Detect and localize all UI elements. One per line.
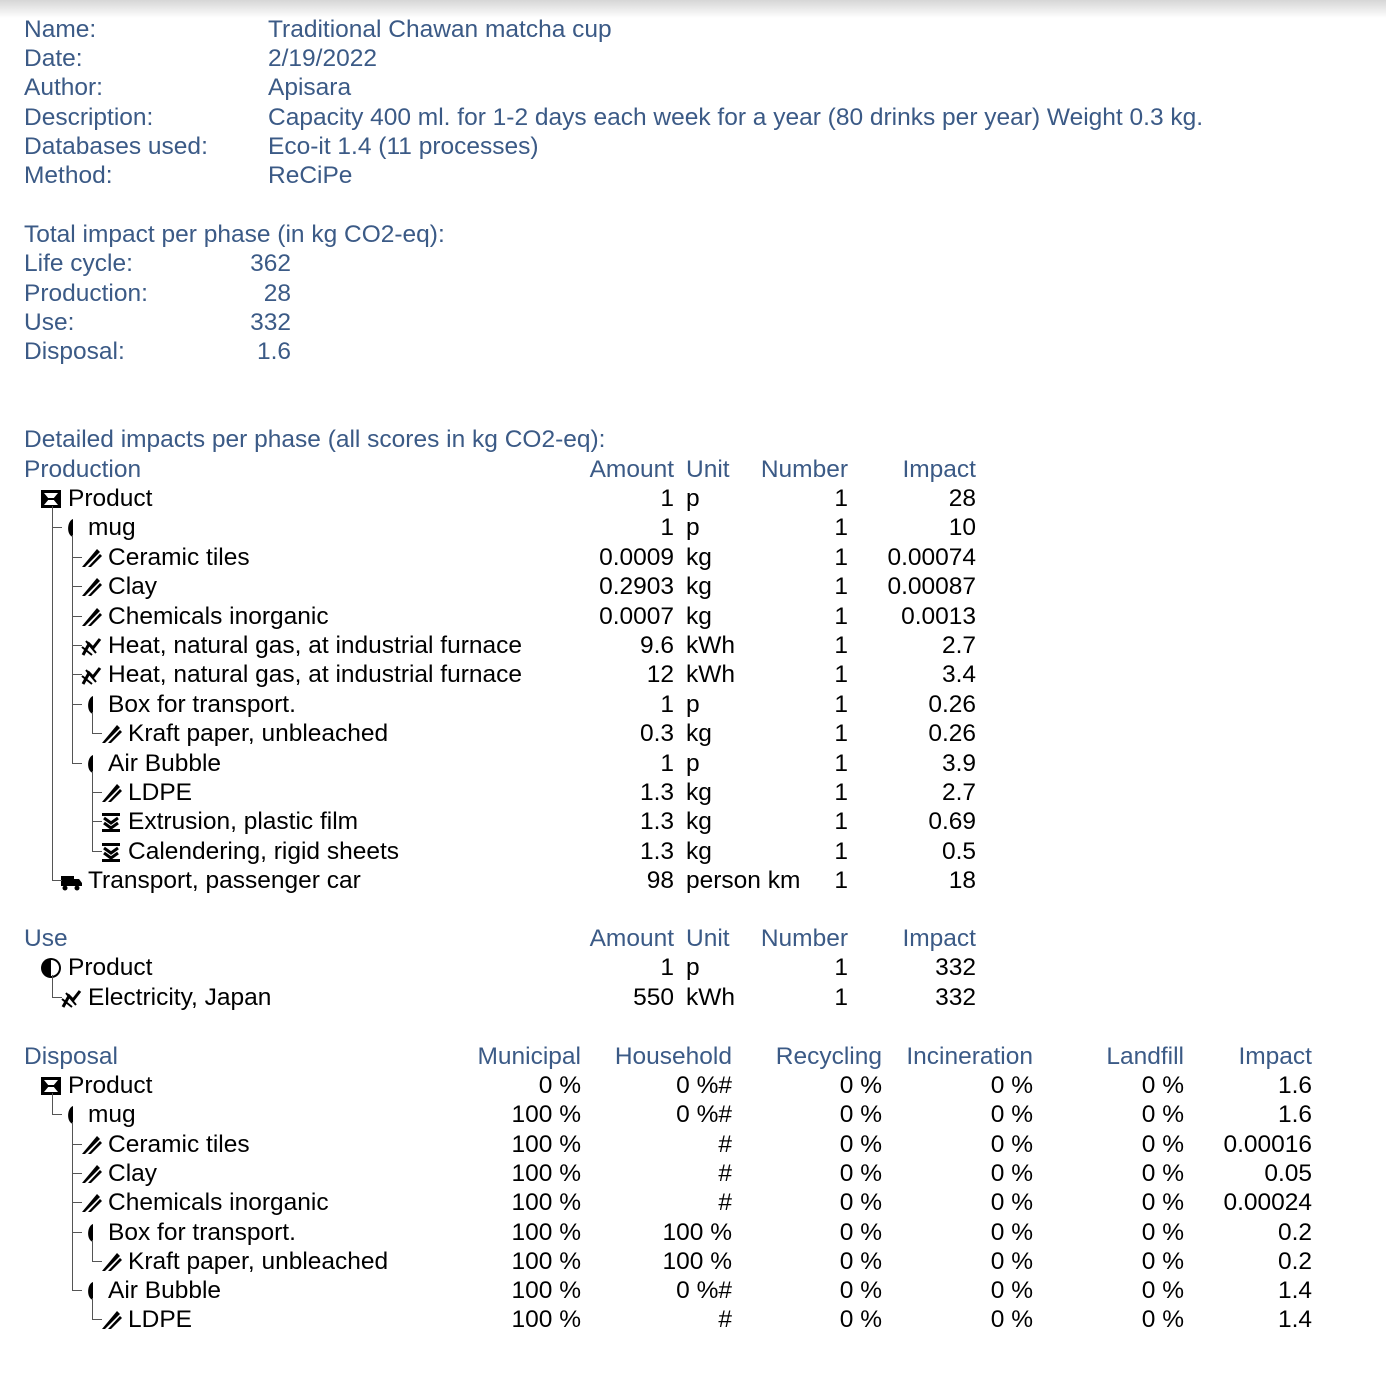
incineration: 0 % — [990, 1189, 1033, 1217]
impact: 3.4 — [941, 661, 976, 689]
recycling: 0 % — [839, 1277, 882, 1305]
process-name: Product — [68, 485, 153, 512]
unit: kg — [686, 808, 712, 836]
meta-value: Traditional Chawan matcha cup — [268, 16, 612, 43]
part-icon — [80, 753, 102, 775]
part-icon — [80, 1222, 102, 1244]
municipal: 100 % — [511, 1277, 581, 1305]
impact: 10 — [948, 514, 976, 542]
unit: p — [686, 690, 700, 718]
col-amount: Amount — [589, 925, 674, 952]
col-recycling: Recycling — [775, 1043, 882, 1070]
incineration: 0 % — [990, 1306, 1033, 1334]
tree-connector — [72, 1173, 82, 1174]
material-icon — [80, 1192, 102, 1214]
impact: 18 — [948, 867, 976, 895]
tree-connector — [92, 792, 102, 793]
process-name: Product — [68, 954, 153, 981]
impact: 1.6 — [1277, 1101, 1312, 1129]
number: 1 — [834, 690, 848, 718]
col-landfill: Landfill — [1106, 1043, 1184, 1070]
unit: p — [686, 954, 700, 981]
material-icon — [80, 1134, 102, 1156]
col-unit: Unit — [686, 456, 730, 483]
disposal-title: Disposal — [24, 1043, 118, 1070]
assembly-icon — [40, 488, 62, 510]
number: 1 — [834, 661, 848, 689]
impact: 0.26 — [928, 690, 976, 718]
material-icon — [80, 547, 102, 569]
process-name: Kraft paper, unbleached — [128, 1247, 389, 1275]
impact: 0.2 — [1277, 1218, 1312, 1246]
assembly-icon — [40, 1075, 62, 1097]
amount: 1.3 — [639, 808, 674, 836]
number: 1 — [834, 485, 848, 512]
tree-connector — [72, 557, 82, 558]
number: 1 — [834, 632, 848, 659]
process-icon — [100, 811, 122, 833]
tree-connector — [92, 821, 102, 822]
tree-connector — [52, 1114, 62, 1115]
amount: 0.3 — [639, 720, 674, 748]
material-icon — [100, 1251, 122, 1273]
tree-connector — [52, 975, 53, 998]
use-title: Use — [24, 925, 68, 952]
part-icon — [80, 694, 102, 716]
unit: kg — [686, 602, 712, 630]
household: # — [718, 1159, 732, 1187]
amount: 1.3 — [639, 779, 674, 806]
amount: 9.6 — [639, 632, 674, 659]
top-shadow — [0, 0, 1386, 18]
col-impact: Impact — [902, 925, 976, 952]
meta-label: Date: — [24, 45, 83, 72]
meta-label: Databases used: — [24, 133, 208, 160]
process-name: Air Bubble — [108, 749, 222, 777]
process-name: mug — [88, 514, 136, 542]
part-icon — [60, 1104, 82, 1126]
amount: 12 — [646, 661, 674, 689]
material-icon — [80, 576, 102, 598]
tree-connector — [92, 1240, 93, 1262]
household: # — [718, 1130, 732, 1158]
col-unit: Unit — [686, 925, 730, 952]
process-name: LDPE — [128, 779, 193, 806]
tree-connector — [52, 506, 53, 881]
impact: 28 — [948, 485, 976, 512]
number: 1 — [834, 514, 848, 542]
impact: 332 — [935, 954, 976, 981]
tree-connector — [52, 1093, 53, 1115]
landfill: 0 % — [1141, 1189, 1184, 1217]
household: # — [718, 1189, 732, 1217]
process-name: Chemicals inorganic — [108, 602, 329, 630]
unit: kWh — [686, 661, 735, 689]
tree-connector — [72, 704, 82, 705]
part-icon — [60, 517, 82, 539]
impact: 2.7 — [941, 779, 976, 806]
number: 1 — [834, 867, 848, 895]
process-name: Transport, passenger car — [88, 867, 361, 895]
process-name: Box for transport. — [108, 690, 296, 718]
amount: 1.3 — [639, 837, 674, 865]
process-name: Product — [68, 1072, 153, 1099]
municipal: 100 % — [511, 1218, 581, 1246]
tree-connector — [52, 880, 62, 881]
municipal: 100 % — [511, 1101, 581, 1129]
incineration: 0 % — [990, 1247, 1033, 1275]
part-icon — [80, 1280, 102, 1302]
unit: kg — [686, 543, 712, 571]
totals-label: Use: — [24, 309, 75, 336]
process-name: Ceramic tiles — [108, 543, 250, 571]
impact: 0.26 — [928, 720, 976, 748]
col-incineration: Incineration — [906, 1043, 1033, 1070]
landfill: 0 % — [1141, 1277, 1184, 1305]
tree-connector — [72, 1202, 82, 1203]
impact: 2.7 — [941, 632, 976, 659]
process-name: Clay — [108, 573, 158, 601]
tree-connector — [72, 616, 82, 617]
energy-icon — [80, 664, 102, 686]
number: 1 — [834, 837, 848, 865]
municipal: 0 % — [538, 1072, 581, 1099]
amount: 98 — [646, 867, 674, 895]
amount: 0.2903 — [599, 573, 674, 601]
col-impact: Impact — [1238, 1043, 1312, 1070]
impact: 1.6 — [1277, 1072, 1312, 1099]
detailed-heading: Detailed impacts per phase (all scores in kg CO2-eq): — [24, 426, 606, 453]
incineration: 0 % — [990, 1159, 1033, 1187]
landfill: 0 % — [1141, 1218, 1184, 1246]
tree-connector — [52, 527, 62, 528]
impact: 3.9 — [941, 749, 976, 777]
recycling: 0 % — [839, 1101, 882, 1129]
material-icon — [100, 782, 122, 804]
col-impact: Impact — [902, 456, 976, 483]
process-name: Electricity, Japan — [88, 983, 272, 1011]
process-name: Clay — [108, 1159, 158, 1187]
material-icon — [80, 606, 102, 628]
household: 100 % — [662, 1247, 732, 1275]
impact: 0.00087 — [887, 573, 976, 601]
landfill: 0 % — [1141, 1306, 1184, 1334]
material-icon — [100, 723, 122, 745]
process-name: Box for transport. — [108, 1218, 296, 1246]
impact: 0.0013 — [901, 602, 976, 630]
impact: 0.00074 — [887, 543, 976, 571]
municipal: 100 % — [511, 1159, 581, 1187]
amount: 1 — [660, 485, 674, 512]
household: 0 %# — [676, 1072, 732, 1099]
municipal: 100 % — [511, 1306, 581, 1334]
recycling: 0 % — [839, 1247, 882, 1275]
meta-value: 2/19/2022 — [268, 45, 377, 72]
tree-connector — [92, 771, 93, 852]
unit: p — [686, 514, 700, 542]
tree-connector — [92, 1319, 102, 1320]
tree-connector — [92, 851, 102, 852]
process-name: Kraft paper, unbleached — [128, 720, 389, 748]
transport-icon — [60, 870, 82, 892]
tree-connector — [72, 1144, 82, 1145]
amount: 0.0007 — [599, 602, 674, 630]
totals-label: Disposal: — [24, 338, 125, 365]
tree-connector — [92, 1261, 102, 1262]
number: 1 — [834, 749, 848, 777]
amount: 1 — [660, 514, 674, 542]
impact: 0.05 — [1264, 1159, 1312, 1187]
amount: 1 — [660, 749, 674, 777]
meta-label: Author: — [24, 74, 103, 101]
process-name: Chemicals inorganic — [108, 1189, 329, 1217]
tree-connector — [52, 997, 62, 998]
incineration: 0 % — [990, 1130, 1033, 1158]
recycling: 0 % — [839, 1130, 882, 1158]
landfill: 0 % — [1141, 1072, 1184, 1099]
landfill: 0 % — [1141, 1130, 1184, 1158]
number: 1 — [834, 954, 848, 981]
tree-connector — [72, 586, 82, 587]
impact: 1.4 — [1277, 1277, 1312, 1305]
unit: p — [686, 485, 700, 512]
amount: 550 — [633, 983, 674, 1011]
meta-value: Capacity 400 ml. for 1-2 days each week for a year (80 drinks per year) Weight 0.3 kg. — [268, 104, 1204, 131]
process-icon — [100, 841, 122, 863]
unit: kg — [686, 779, 712, 806]
incineration: 0 % — [990, 1218, 1033, 1246]
totals-value: 1.6 — [256, 338, 291, 365]
totals-label: Life cycle: — [24, 250, 133, 277]
municipal: 100 % — [511, 1130, 581, 1158]
energy-icon — [80, 635, 102, 657]
col-number: Number — [760, 456, 848, 483]
tree-connector — [92, 712, 93, 734]
municipal: 100 % — [511, 1189, 581, 1217]
col-household: Household — [614, 1043, 732, 1070]
meta-value: ReCiPe — [268, 162, 353, 189]
household: 0 %# — [676, 1277, 732, 1305]
meta-label: Name: — [24, 16, 97, 43]
totals-value: 362 — [250, 250, 291, 277]
impact: 0.69 — [928, 808, 976, 836]
tree-connector — [72, 763, 82, 764]
number: 1 — [834, 779, 848, 806]
unit: kg — [686, 720, 712, 748]
amount: 1 — [660, 690, 674, 718]
unit: p — [686, 749, 700, 777]
household: 100 % — [662, 1218, 732, 1246]
meta-value: Apisara — [268, 74, 352, 101]
production-title: Production — [24, 456, 142, 483]
incineration: 0 % — [990, 1072, 1033, 1099]
tree-connector — [72, 1122, 73, 1291]
recycling: 0 % — [839, 1072, 882, 1099]
material-icon — [80, 1163, 102, 1185]
meta-label: Method: — [24, 162, 113, 189]
number: 1 — [834, 602, 848, 630]
col-number: Number — [760, 925, 848, 952]
col-amount: Amount — [589, 456, 674, 483]
amount: 0.0009 — [599, 543, 674, 571]
process-name: mug — [88, 1101, 136, 1129]
process-name: Extrusion, plastic film — [128, 808, 359, 836]
tree-connector — [72, 645, 82, 646]
household: 0 %# — [676, 1101, 732, 1129]
col-municipal: Municipal — [477, 1043, 581, 1070]
process-name: Air Bubble — [108, 1277, 222, 1305]
impact: 0.00024 — [1223, 1189, 1312, 1217]
process-name: Heat, natural gas, at industrial furnace — [108, 661, 523, 689]
energy-icon — [60, 987, 82, 1009]
number: 1 — [834, 720, 848, 748]
totals-heading: Total impact per phase (in kg CO2-eq): — [24, 221, 445, 248]
process-name: Ceramic tiles — [108, 1130, 250, 1158]
totals-value: 332 — [250, 309, 291, 336]
recycling: 0 % — [839, 1189, 882, 1217]
unit: person km — [686, 867, 801, 895]
unit: kg — [686, 573, 712, 601]
landfill: 0 % — [1141, 1247, 1184, 1275]
impact: 1.4 — [1277, 1306, 1312, 1334]
number: 1 — [834, 983, 848, 1011]
incineration: 0 % — [990, 1277, 1033, 1305]
impact: 0.00016 — [1223, 1130, 1312, 1158]
tree-connector — [92, 1298, 93, 1320]
process-name: Heat, natural gas, at industrial furnace — [108, 632, 523, 659]
tree-connector — [72, 1290, 82, 1291]
tree-connector — [72, 674, 82, 675]
number: 1 — [834, 808, 848, 836]
process-name: Calendering, rigid sheets — [128, 837, 400, 865]
unit: kWh — [686, 632, 735, 659]
number: 1 — [834, 543, 848, 571]
landfill: 0 % — [1141, 1101, 1184, 1129]
recycling: 0 % — [839, 1306, 882, 1334]
totals-value: 28 — [263, 280, 291, 307]
tree-connector — [92, 733, 102, 734]
impact: 332 — [935, 983, 976, 1011]
unit: kg — [686, 837, 712, 865]
incineration: 0 % — [990, 1101, 1033, 1129]
material-icon — [100, 1309, 122, 1331]
totals-label: Production: — [24, 280, 148, 307]
meta-value: Eco-it 1.4 (11 processes) — [268, 133, 539, 160]
tree-connector — [72, 1232, 82, 1233]
meta-label: Description: — [24, 104, 154, 131]
recycling: 0 % — [839, 1218, 882, 1246]
landfill: 0 % — [1141, 1159, 1184, 1187]
municipal: 100 % — [511, 1247, 581, 1275]
use-icon — [40, 957, 62, 979]
process-name: LDPE — [128, 1306, 193, 1334]
household: # — [718, 1306, 732, 1334]
number: 1 — [834, 573, 848, 601]
amount: 1 — [660, 954, 674, 981]
unit: kWh — [686, 983, 735, 1011]
recycling: 0 % — [839, 1159, 882, 1187]
tree-connector — [72, 535, 73, 763]
impact: 0.5 — [941, 837, 976, 865]
impact: 0.2 — [1277, 1247, 1312, 1275]
